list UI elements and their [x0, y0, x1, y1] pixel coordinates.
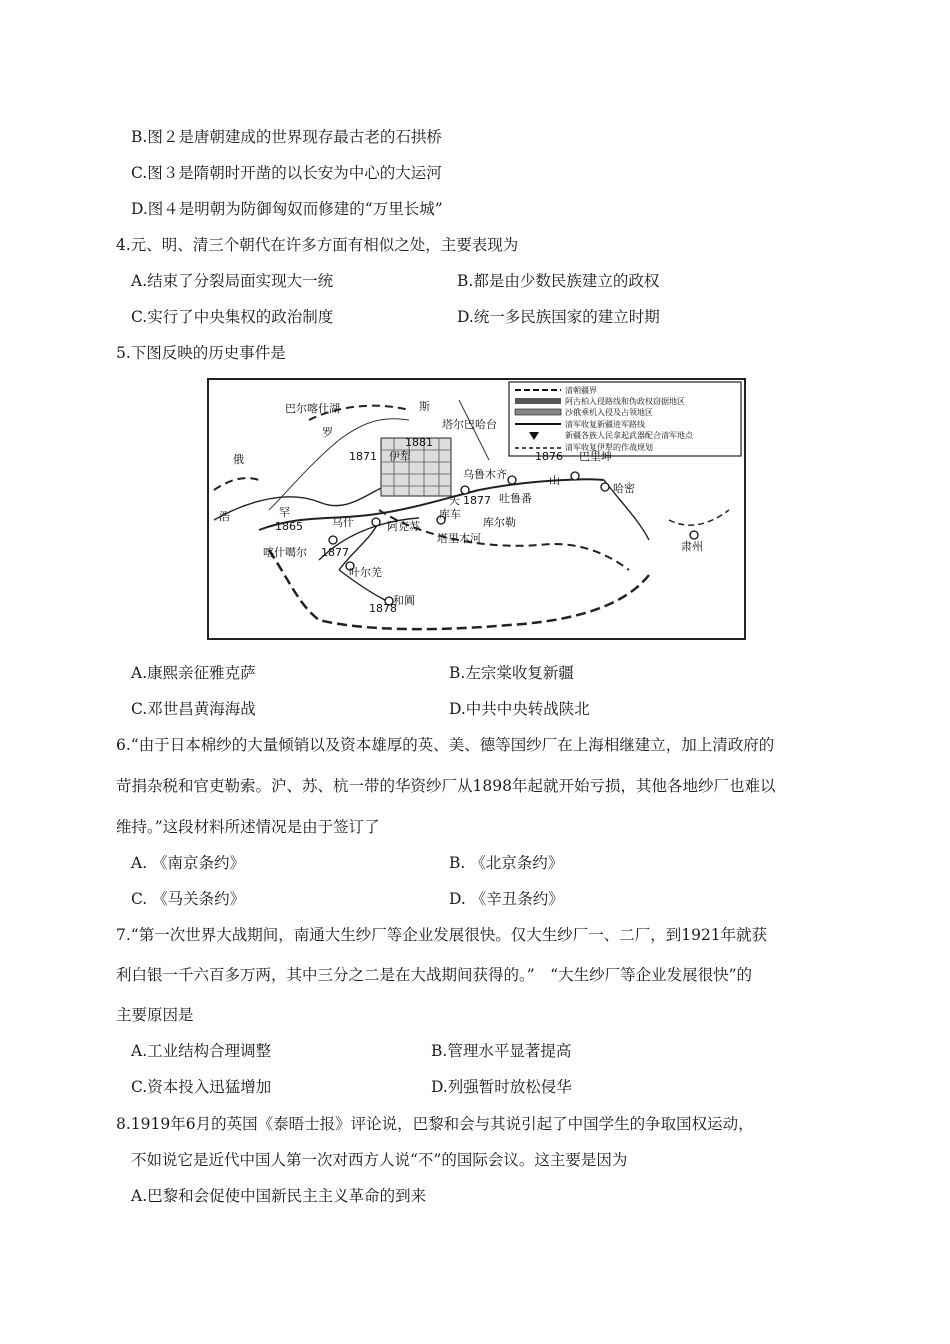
q6-option-c: C. 《马关条约》: [131, 890, 246, 908]
q6-line-3: 维持。”这段材料所述情况是由于签订了: [116, 818, 380, 836]
map-marker-aksu: [372, 518, 380, 526]
map-marker-barkol: [571, 472, 579, 480]
map-drawing: [209, 380, 744, 638]
map-legend-sym-1: [515, 398, 561, 404]
q4-option-d: D.统一多民族国家的建立时期: [457, 308, 660, 326]
q5-option-d: D.中共中央转战陕北: [449, 700, 590, 718]
map-label-tarim: 塔里木河: [437, 532, 481, 545]
map-marker-urumqi: [461, 486, 469, 494]
map-label-1871: 1871: [349, 450, 377, 463]
map-label-hami: 哈密: [613, 482, 635, 495]
map-marker-turpan: [508, 476, 516, 484]
map-label-kashgar: 喀什噶尔: [263, 546, 307, 559]
q6-line-1: 6.“由于日本棉纱的大量倾销以及资本雄厚的英、美、德等国纱厂在上海相继建立，加上清政府的: [116, 736, 775, 754]
map-marker-hami: [601, 483, 609, 491]
q7-option-c: C.资本投入迅猛增加: [131, 1078, 272, 1096]
map-boundary-west: [214, 478, 259, 490]
map-label-1878: 1878: [369, 602, 397, 615]
map-label-tarbagatai: 塔尔巴哈台: [442, 418, 497, 431]
q3-option-b: B.图２是唐朝建成的世界现存最古老的石拱桥: [131, 128, 442, 146]
map-label-urumqi: 乌鲁木齐: [463, 468, 507, 481]
q4-option-b: B.都是由少数民族建立的政权: [457, 272, 660, 290]
map-label-tianshan-shan: 山: [549, 474, 560, 487]
map-label-wushi: 乌什: [332, 516, 354, 529]
q7-option-b: B.管理水平显著提高: [431, 1042, 572, 1060]
map-label-korla: 库尔勒: [483, 516, 516, 529]
map-legend-item-0: 清朝疆界: [565, 386, 597, 395]
q6-option-d: D. 《辛丑条约》: [449, 890, 564, 908]
q5-stem: 5.下图反映的历史事件是: [116, 344, 286, 362]
q5-option-c: C.邓世昌黄海海战: [131, 700, 256, 718]
map-label-hao: 浩: [219, 510, 230, 523]
q7-line-3: 主要原因是: [116, 1006, 194, 1024]
map-label-yarkand: 叶尔羌: [349, 566, 382, 579]
q8-line-1: 8.1919年6月的英国《泰晤士报》评论说，巴黎和会与其说引起了中国学生的争取国权运动，: [116, 1115, 754, 1133]
map-legend-item-2: 沙俄乘机入侵及占领地区: [565, 408, 653, 417]
map-label-si: 斯: [419, 400, 430, 413]
map-label-hotan: 和阗: [393, 594, 415, 607]
q5-option-b: B.左宗棠收复新疆: [449, 664, 574, 682]
map-label-1876: 1876: [535, 450, 563, 463]
map-legend-item-5: 清军收复伊犁的作战规划: [565, 443, 653, 452]
q4-option-a: A.结束了分裂局面实现大一统: [131, 272, 334, 290]
map-label-kuqa: 库车: [439, 508, 461, 521]
map-marker-suzhou: [690, 531, 698, 539]
map-label-han: 罕: [279, 506, 290, 519]
map-label-barkol: 巴里坤: [579, 450, 612, 463]
map-label-suzhou: 肃州: [681, 540, 703, 553]
map-label-1877a: 1877: [463, 494, 491, 507]
map-legend-item-4: 新疆各族人民拿起武器配合清军地点: [565, 431, 693, 440]
q7-option-a: A.工业结构合理调整: [131, 1042, 272, 1060]
q6-line-2: 苛捐杂税和官吏勒索。沪、苏、杭一带的华资纱厂从1898年起就开始亏损，其他各地纱厂也难以: [116, 777, 776, 795]
map-label-1877b: 1877: [321, 546, 349, 559]
q4-stem: 4.元、明、清三个朝代在许多方面有相似之处，主要表现为: [116, 236, 519, 254]
q7-line-1: 7.“第一次世界大战期间，南通大生纱厂等企业发展很快。仅大生纱厂一、二厂，到1921年就获: [116, 926, 768, 944]
map-label-1865: 1865: [275, 520, 303, 533]
map-marker-kashgar: [329, 536, 337, 544]
map-label-yili: 伊犁: [389, 450, 411, 463]
q7-line-2: 利白银一千六百多万两，其中三分之二是在大战期间获得的。” “大生纱厂等企业发展很快”的: [116, 966, 753, 984]
q6-option-a: A. 《南京条约》: [131, 854, 246, 872]
map-legend-item-3: 清军收复新疆进军路线: [565, 420, 645, 429]
map-label-1881: 1881: [405, 436, 433, 449]
map-boundary-south: [269, 550, 649, 629]
q3-option-d: D.图４是明朝为防御匈奴而修建的“万里长城”: [131, 200, 443, 218]
q6-option-b: B. 《北京条约》: [449, 854, 564, 872]
map-label-luo: 罗: [322, 426, 333, 439]
q3-option-c: C.图３是隋朝时开凿的以长安为中心的大运河: [131, 164, 442, 182]
q8-line-2: 不如说它是近代中国人第一次对西方人说“不”的国际会议。这主要是因为: [131, 1151, 628, 1169]
q8-option-a: A.巴黎和会促使中国新民主主义革命的到来: [131, 1187, 427, 1205]
map-legend-item-1: 阿古柏入侵路线和伪政权窃据地区: [565, 397, 685, 406]
map-legend-sym-2: [515, 409, 561, 415]
map-label-aksu: 阿克苏: [387, 520, 420, 533]
map-label-turpan: 吐鲁番: [499, 492, 532, 505]
q4-option-c: C.实行了中央集权的政治制度: [131, 308, 334, 326]
q5-option-a: A.康熙亲征雅克萨: [131, 664, 256, 682]
map-label-tianshan-tian: 天: [449, 494, 460, 507]
xinjiang-map: [207, 378, 746, 640]
map-label-balkhash: 巴尔喀什湖: [285, 402, 340, 415]
map-label-e: 俄: [233, 453, 244, 466]
q7-option-d: D.列强暂时放松侵华: [431, 1078, 572, 1096]
map-boundary-east: [669, 510, 729, 525]
